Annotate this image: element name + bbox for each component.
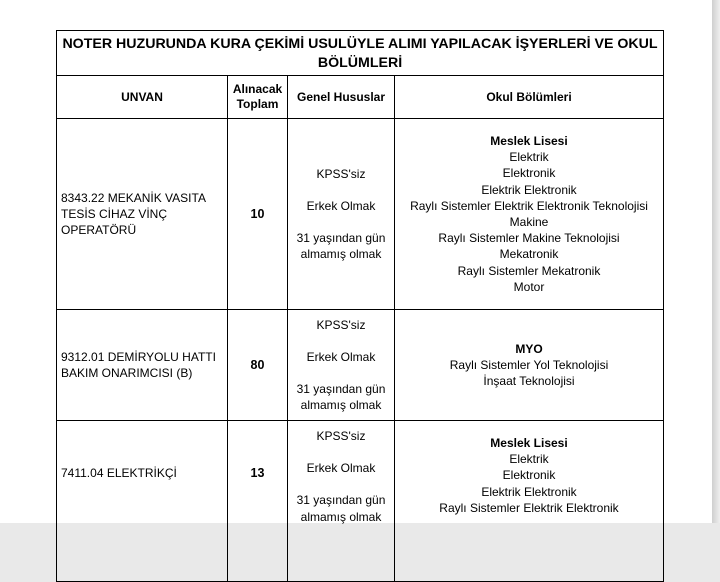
okul-heading: MYO (515, 341, 543, 356)
genel-item: Erkek Olmak (306, 198, 376, 213)
okul-item: Raylı Sistemler Elektrik Elektronik (439, 500, 619, 515)
table-row (57, 119, 664, 310)
okul-item: Raylı Sistemler Makine Teknolojisi (438, 231, 620, 246)
okul-item: Motor (513, 279, 545, 294)
table-title: NOTER HUZURUNDA KURA ÇEKİMİ USULÜYLE ALIMI YAPILACAK İŞYERLERİ VE OKUL BÖLÜMLERİ (57, 31, 664, 76)
page-edge-shadow (712, 0, 720, 523)
unvan-cell (57, 421, 228, 582)
genel-item: KPSS'siz (316, 429, 366, 443)
unvan-line: 9312.01 DEMİRYOLU HATTI (61, 349, 216, 364)
header-unvan: UNVAN (57, 76, 228, 119)
okul-heading: Meslek Lisesi (490, 133, 568, 148)
genel-item: KPSS'siz (316, 317, 366, 332)
okul-item: Elektrik Elektronik (481, 182, 577, 197)
table-row (57, 310, 664, 421)
genel-cell (288, 119, 395, 310)
unvan-line: 7411.04 ELEKTRİKÇİ (61, 466, 177, 480)
okul-item: Elektrik Elektronik (481, 484, 577, 499)
okul-item: Raylı Sistemler Mekatronik (457, 263, 601, 278)
okul-item: Mekatronik (499, 247, 559, 262)
okul-cell (395, 421, 664, 582)
count-cell: 80 (228, 310, 288, 421)
table-row (57, 421, 664, 582)
genel-cell (288, 421, 395, 582)
okul-heading: Meslek Lisesi (490, 436, 568, 450)
genel-item: almamış olmak (300, 247, 382, 262)
unvan-line: TESİS CİHAZ VİNÇ OPERATÖRÜ (61, 206, 168, 238)
genel-cell (288, 310, 395, 421)
okul-item: Makine (509, 215, 549, 229)
genel-item: 31 yaşından gün (296, 493, 386, 508)
header-alinacak-line2: Toplam (236, 97, 279, 111)
genel-item: Erkek Olmak (306, 349, 376, 364)
genel-item: almamış olmak (300, 398, 382, 413)
unvan-line: 8343.22 MEKANİK VASITA (61, 190, 206, 205)
genel-item: 31 yaşından gün (296, 382, 386, 396)
okul-item: Elektrik (509, 452, 549, 467)
okul-item: Elektronik (502, 166, 556, 181)
genel-item: KPSS'siz (316, 166, 366, 181)
count-cell: 13 (228, 421, 288, 582)
genel-item: Erkek Olmak (306, 461, 376, 476)
header-row (57, 76, 664, 119)
genel-item: almamış olmak (300, 509, 382, 524)
okul-item: Elektrik (509, 150, 549, 165)
okul-cell (395, 310, 664, 421)
header-okul-bolumleri: Okul Bölümleri (395, 76, 664, 119)
header-genel-hususlar: Genel Hususlar (288, 76, 395, 119)
count-cell: 10 (228, 119, 288, 310)
header-alinacak-toplam (228, 76, 288, 119)
header-alinacak-line1: Alınacak (232, 82, 283, 96)
genel-item: 31 yaşından gün (296, 231, 386, 245)
okul-item: İnşaat Teknolojisi (483, 374, 575, 389)
okul-item: Raylı Sistemler Elektrik Elektronik Teknolojisi (410, 198, 648, 213)
unvan-cell (57, 310, 228, 421)
okul-cell (395, 119, 664, 310)
okul-item: Raylı Sistemler Yol Teknolojisi (449, 357, 609, 372)
unvan-line: BAKIM ONARIMCISI (B) (61, 366, 193, 380)
recruitment-table (56, 30, 664, 582)
unvan-cell (57, 119, 228, 310)
okul-item: Elektronik (502, 468, 556, 483)
